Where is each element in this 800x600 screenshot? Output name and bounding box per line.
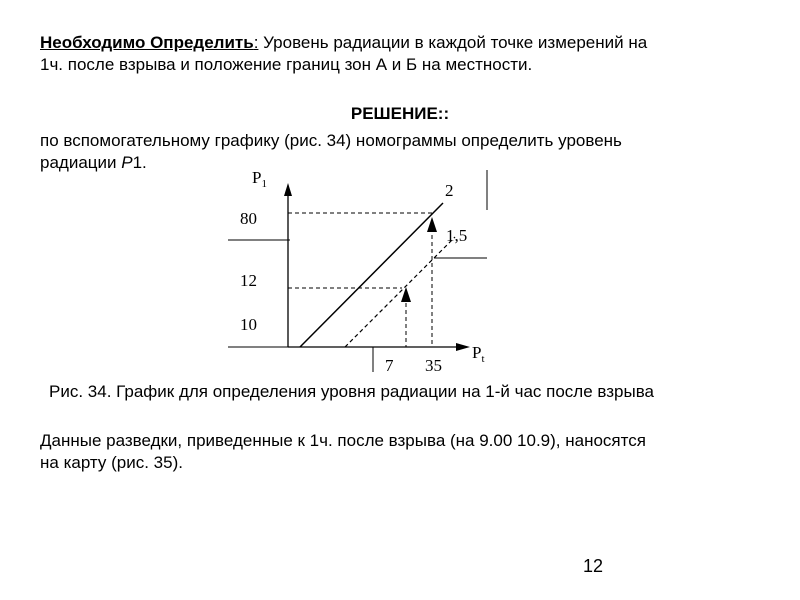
data-line-2: на карту (рис. 35).	[40, 453, 183, 472]
instruction-italic: Р	[121, 153, 133, 172]
solution-title: РЕШЕНИЕ::	[350, 104, 450, 123]
y-tick-80: 80	[240, 209, 257, 228]
instruction-line-1: по вспомогательному графику (рис. 34) номограммы определить уровень	[40, 131, 622, 150]
task-line-2: 1ч. после взрыва и положение границ зон А и Б на местности.	[40, 55, 533, 74]
line-label-2: 2	[445, 181, 454, 200]
y-axis-label	[252, 168, 267, 190]
x-tick-7: 7	[385, 356, 394, 375]
instruction-suffix: 1.	[132, 153, 147, 172]
x-axis-arrow	[456, 343, 470, 351]
arrow-35	[427, 217, 437, 232]
y-tick-12: 12	[240, 271, 257, 290]
instruction-prefix: радиации	[40, 153, 122, 172]
y-axis-arrow	[284, 183, 292, 196]
task-label: Необходимо Определить	[40, 33, 254, 52]
data-line-1: Данные разведки, приведенные к 1ч. после взрыва (на 9.00 10.9), наносятся	[40, 431, 646, 450]
task-text-1: Уровень радиации в каждой точке измерений на	[258, 33, 648, 52]
line-label-1-5: 1,5	[446, 226, 468, 245]
y-axis-label-text: P	[252, 168, 262, 187]
page-number: 12	[583, 556, 604, 576]
x-axis-label	[472, 343, 485, 365]
x-tick-35: 35	[425, 356, 442, 375]
axis-label-subscript: t	[481, 353, 485, 365]
x-axis-label-text: P	[472, 343, 482, 362]
y-tick-10: 10	[240, 315, 257, 334]
line-1-5	[345, 237, 455, 347]
arrow-7	[401, 287, 411, 302]
line-2	[300, 203, 443, 347]
axis-label-subscript: 1	[261, 178, 267, 190]
figure-caption: Рис. 34. График для определения уровня радиации на 1-й час после взрыва	[49, 382, 654, 401]
task-colon: :	[253, 33, 259, 52]
data-paragraph	[40, 430, 646, 474]
